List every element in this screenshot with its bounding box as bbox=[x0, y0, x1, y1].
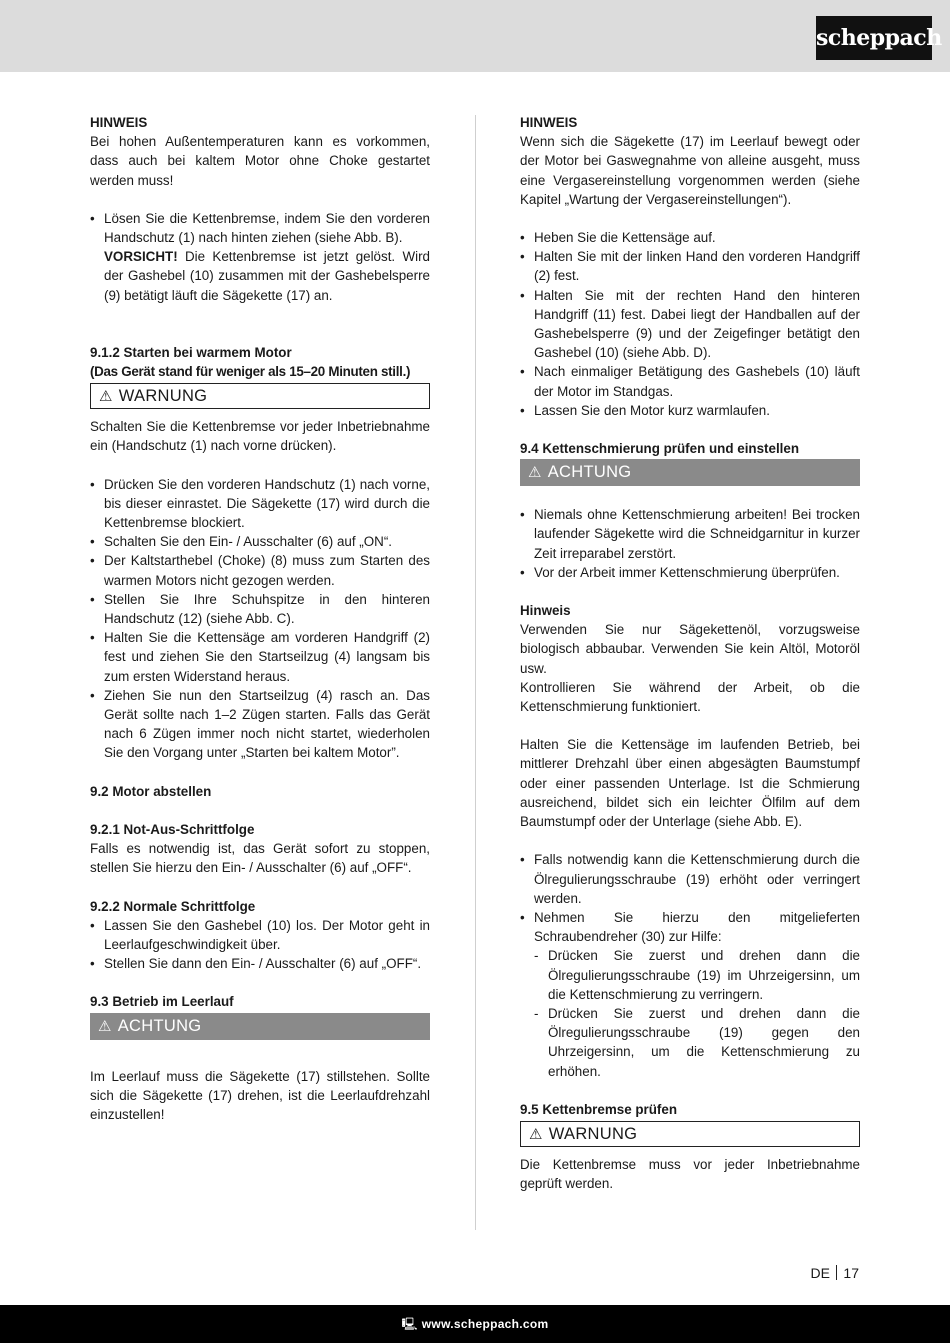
list-item: • Ziehen Sie nun den Startseilzug (4) rasch an. Das Gerät sollte nach 1–2 Zügen starten. Falls das Gerät nach 6 Zügen immer noch nicht startet, wiederholen Sie den Vorgang unter „Starten bei kaltem Motor”. bbox=[90, 686, 430, 763]
warning-triangle-icon: ⚠ bbox=[528, 464, 542, 482]
list-item: • Falls notwendig kann die Kettenschmierung durch die Ölregulierungsschraube (19) erhöht oder verringert werden. bbox=[520, 850, 860, 908]
hinweis-title: HINWEIS bbox=[520, 115, 578, 130]
header-bar bbox=[0, 0, 950, 72]
list-item: • Drücken Sie den vorderen Handschutz (1) nach vorne, bis dieser einrastet. Die Sägekette (17) wird durch die Kettenbremse blockiert. bbox=[90, 475, 430, 533]
right-column bbox=[520, 113, 860, 1193]
list-item: - Drücken Sie zuerst und drehen dann die Ölregulierungsschraube (19) im Uhrzeigersinn, um die Kettenschmierung zu verringern. bbox=[520, 946, 860, 1004]
bullet-list bbox=[90, 209, 430, 305]
section-title: 9.4 Kettenschmierung prüfen und einstellen bbox=[520, 441, 800, 457]
achtung-box: ⚠ ACHTUNG bbox=[90, 1013, 430, 1040]
page-number-value: 17 bbox=[843, 1265, 859, 1281]
warning-triangle-icon: ⚠ bbox=[99, 388, 113, 406]
bullet-list bbox=[520, 505, 860, 582]
section-title: 9.5 Kettenbremse prüfen bbox=[520, 1101, 678, 1117]
website-link[interactable]: www.scheppach.com bbox=[421, 1317, 549, 1331]
section-subtitle: (Das Gerät stand für weniger als 15–20 Minuten still.) bbox=[90, 364, 411, 380]
warning-box: ⚠ WARNUNG bbox=[90, 383, 430, 409]
paragraph: Halten Sie die Kettensäge im laufenden Betrieb, bei mittlerer Drehzahl über einen abgesägten Baumstumpf oder einer passenden Unterlage. Ist die Schmierung ausreichend, bildet sich ein leichter Ölfilm auf dem Baumstumpf oder der Unterlage (siehe Abb. E). bbox=[520, 737, 860, 830]
achtung-box: ⚠ ACHTUNG bbox=[520, 459, 860, 486]
list-item: • Halten Sie die Kettensäge am vorderen Handgriff (2) fest und ziehen Sie den Startseilzug (4) langsam bis zum ersten Widerstand heraus. bbox=[90, 628, 430, 686]
paragraph: Falls es notwendig ist, das Gerät sofort zu stoppen, stellen Sie hierzu den Ein- / Ausschalter (6) auf „OFF“. bbox=[90, 841, 430, 876]
warning-text: Schalten Sie die Kettenbremse vor jeder Inbetriebnahme ein (Handschutz (1) nach vorne drücken). bbox=[90, 419, 430, 454]
list-item: • Heben Sie die Kettensäge auf. bbox=[520, 228, 860, 247]
hinweis-text: Bei hohen Außentemperaturen kann es vorkommen, dass auch bei kaltem Motor ohne Choke gestartet werden muss! bbox=[90, 134, 430, 188]
list-item: • Lassen Sie den Gashebel (10) los. Der Motor geht in Leerlaufgeschwindigkeit über. bbox=[90, 916, 430, 954]
language-code: DE bbox=[810, 1265, 830, 1281]
dash-list bbox=[520, 946, 860, 1080]
scheppach-logo: scheppach bbox=[816, 16, 932, 60]
list-item: - Drücken Sie zuerst und drehen dann die Ölregulierungsschraube (19) gegen den Uhrzeigersinn, um die Kettenschmierung zu erhöhen. bbox=[520, 1004, 860, 1081]
column-divider bbox=[475, 115, 476, 1230]
section-title: 9.1.2 Starten bei warmem Motor bbox=[90, 344, 292, 360]
list-item: • Stellen Sie dann den Ein- / Ausschalter (6) auf „OFF“. bbox=[90, 954, 430, 973]
hinweis-title: Hinweis bbox=[520, 603, 571, 619]
bullet-list bbox=[90, 916, 430, 974]
hinweis-title: HINWEIS bbox=[90, 115, 148, 130]
caution-label: VORSICHT! bbox=[104, 249, 178, 265]
bullet-list bbox=[90, 475, 430, 763]
hinweis-text: Wenn sich die Sägekette (17) im Leerlauf bewegt oder der Motor bei Gaswegnahme von alleine ausgeht, muss eine Vergasereinstellung vorgenommen werden (siehe Kapitel „Wartung der Vergasereinstellungen“). bbox=[520, 134, 860, 207]
footer-bar bbox=[0, 1305, 950, 1343]
bullet-list bbox=[520, 850, 860, 946]
section-title: 9.2.1 Not-Aus-Schrittfolge bbox=[90, 821, 255, 837]
hinweis-text: Verwenden Sie nur Sägekettenöl, vorzugsweise biologisch abbaubar. Verwenden Sie kein Altöl, Motoröl usw. bbox=[520, 622, 860, 676]
hinweis-text: Kontrollieren Sie während der Arbeit, ob die Kettenschmierung funktioniert. bbox=[520, 679, 860, 715]
warning-box: ⚠ WARNUNG bbox=[520, 1121, 860, 1147]
list-item: • Nach einmaliger Betätigung des Gashebels (10) läuft der Motor im Standgas. bbox=[520, 362, 860, 400]
list-item: • Lösen Sie die Kettenbremse, indem Sie den vorderen Handschutz (1) nach hinten ziehen (siehe Abb. B). VORSICHT! Die Kettenbremse ist jetzt gelöst. Wird der Gashebel (10) zusammen mit der Gashebelsperre (9) betätigt läuft die Sägekette (17) an. bbox=[90, 209, 430, 305]
page-number bbox=[810, 1265, 859, 1281]
list-item: • Schalten Sie den Ein- / Ausschalter (6) auf „ON“. bbox=[90, 532, 430, 551]
list-item: • Nehmen Sie hierzu den mitgelieferten Schraubendreher (30) zur Hilfe: bbox=[520, 908, 860, 946]
list-item: • Halten Sie mit der rechten Hand den hinteren Handgriff (11) fest. Dabei liegt der Handballen auf der Gashebelsperre (9) und der Zeigefinger betätigt den Gashebel (10) (siehe Abb. D). bbox=[520, 286, 860, 363]
list-item: • Niemals ohne Kettenschmierung arbeiten! Bei trocken laufender Sägekette wird die Schneidgarnitur in kurzer Zeit irreparabel zerstört. bbox=[520, 505, 860, 563]
list-item: • Der Kaltstarthebel (Choke) (8) muss zum Starten des warmen Motors nicht gezogen werden. bbox=[90, 551, 430, 589]
left-column bbox=[90, 113, 430, 1124]
computer-icon: 🖳 bbox=[401, 1317, 418, 1331]
paragraph: Im Leerlauf muss die Sägekette (17) stillstehen. Sollte sich die Sägekette (17) drehen, ist die Leerlaufdrehzahl einzustellen! bbox=[90, 1068, 430, 1122]
list-item: • Halten Sie mit der linken Hand den vorderen Handgriff (2) fest. bbox=[520, 247, 860, 285]
section-title: 9.2 Motor abstellen bbox=[90, 783, 212, 799]
list-item: • Stellen Sie Ihre Schuhspitze in den hinteren Handschutz (12) (siehe Abb. C). bbox=[90, 590, 430, 628]
paragraph: Die Kettenbremse muss vor jeder Inbetriebnahme geprüft werden. bbox=[520, 1156, 860, 1192]
list-item: • Lassen Sie den Motor kurz warmlaufen. bbox=[520, 401, 860, 420]
warning-triangle-icon: ⚠ bbox=[98, 1017, 112, 1035]
section-title: 9.2.2 Normale Schrittfolge bbox=[90, 898, 256, 914]
warning-triangle-icon: ⚠ bbox=[529, 1125, 543, 1143]
bullet-list bbox=[520, 228, 860, 420]
section-title: 9.3 Betrieb im Leerlauf bbox=[90, 994, 234, 1010]
list-item: • Vor der Arbeit immer Kettenschmierung überprüfen. bbox=[520, 563, 860, 582]
